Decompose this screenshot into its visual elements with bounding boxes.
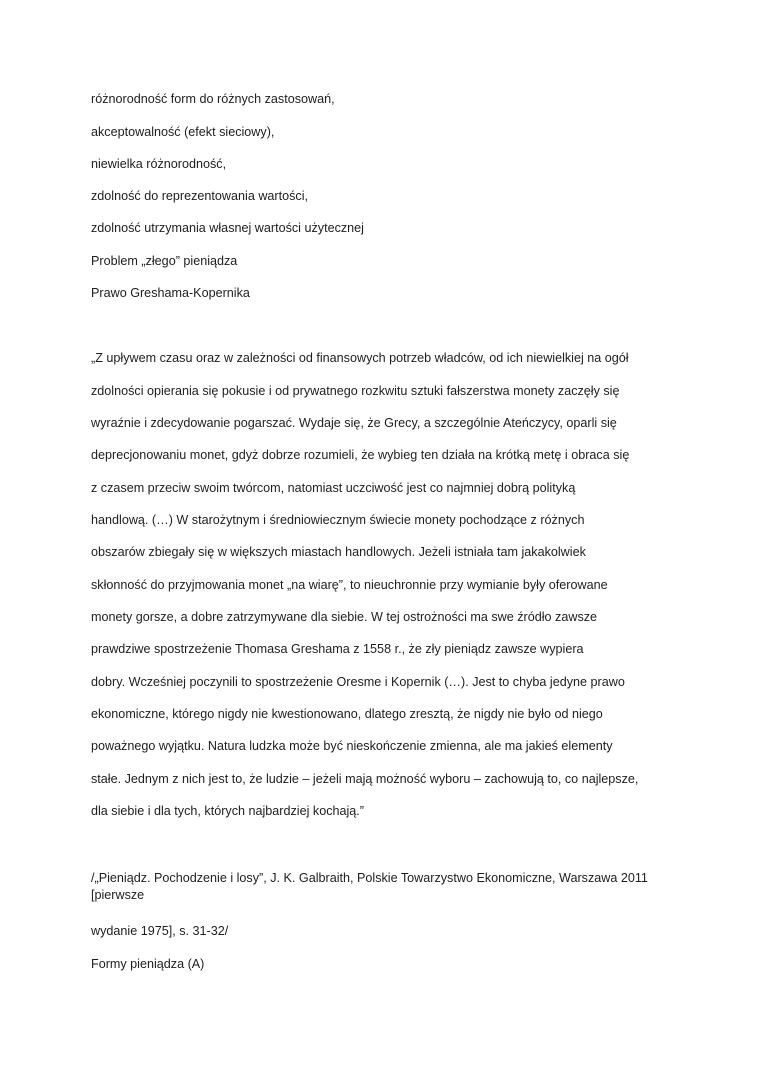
quote-line: poważnego wyjątku. Natura ludzka może być nieskończenie zmienna, ale ma jakieś elementy <box>91 739 613 753</box>
list-item-acceptability: akceptowalność (efekt sieciowy), <box>91 125 275 139</box>
quote-line: prawdziwe spostrzeżenie Thomasa Greshama z 1558 r., że zły pieniądz zawsze wypiera <box>91 642 584 656</box>
citation-continuation: wydanie 1975], s. 31-32/ <box>91 924 229 938</box>
citation: /„Pieniądz. Pochodzenie i losy”, J. K. Galbraith, Polskie Towarzystwo Ekonomiczne, Warszawa 2011 [pierwsze <box>91 871 648 902</box>
quote-line: stałe. Jednym z nich jest to, że ludzie – jeżeli mają możność wyboru – zachowują to, co najlepsze, <box>91 772 639 786</box>
forms-heading: Formy pieniądza (A) <box>91 957 205 971</box>
quote-line: handlową. (…) W starożytnym i średniowiecznym świecie monety pochodzące z różnych <box>91 513 585 527</box>
quote-line: zdolności opierania się pokusie i od prywatnego rozkwitu sztuki fałszerstwa monety zaczęły się <box>91 384 620 398</box>
quote-line: dobry. Wcześniej poczynili to spostrzeżenie Oresme i Kopernik (…). Jest to chyba jedyne prawo <box>91 675 625 689</box>
list-item-value-retention: zdolność utrzymania własnej wartości użytecznej <box>91 221 364 235</box>
quote-line: dla siebie i dla tych, których najbardziej kochają.” <box>91 804 365 818</box>
quote-line: wyraźnie i zdecydowanie pogarszać. Wydaje się, że Grecy, a szczególnie Ateńczycy, oparli się <box>91 416 617 430</box>
law-heading: Prawo Greshama-Kopernika <box>91 286 250 300</box>
quote-line: deprecjonowaniu monet, gdyż dobrze rozumieli, że wybieg ten działa na krótką metę i obraca się <box>91 448 630 462</box>
quote-line: monety gorsze, a dobre zatrzymywane dla siebie. W tej ostrożności ma swe źródło zawsze <box>91 610 598 624</box>
quote-line: „Z upływem czasu oraz w zależności od finansowych potrzeb władców, od ich niewielkiej na ogół <box>91 351 629 365</box>
problem-heading: Problem „złego” pieniądza <box>91 254 238 268</box>
quote-line: ekonomiczne, którego nigdy nie kwestionowano, dlatego zresztą, że nigdy nie było od niego <box>91 707 603 721</box>
quote-line: skłonność do przyjmowania monet „na wiarę”, to nieuchronnie przy wymianie były oferowane <box>91 578 608 592</box>
list-item-forms: różnorodność form do różnych zastosowań, <box>91 92 335 106</box>
list-item-low-diversity: niewielka różnorodność, <box>91 157 227 171</box>
list-item-value-representation: zdolność do reprezentowania wartości, <box>91 189 309 203</box>
quote-line: z czasem przeciw swoim twórcom, natomiast uczciwość jest co najmniej dobrą polityką <box>91 481 576 495</box>
quote-line: obszarów zbiegały się w większych miastach handlowych. Jeżeli istniała tam jakakolwiek <box>91 545 586 559</box>
